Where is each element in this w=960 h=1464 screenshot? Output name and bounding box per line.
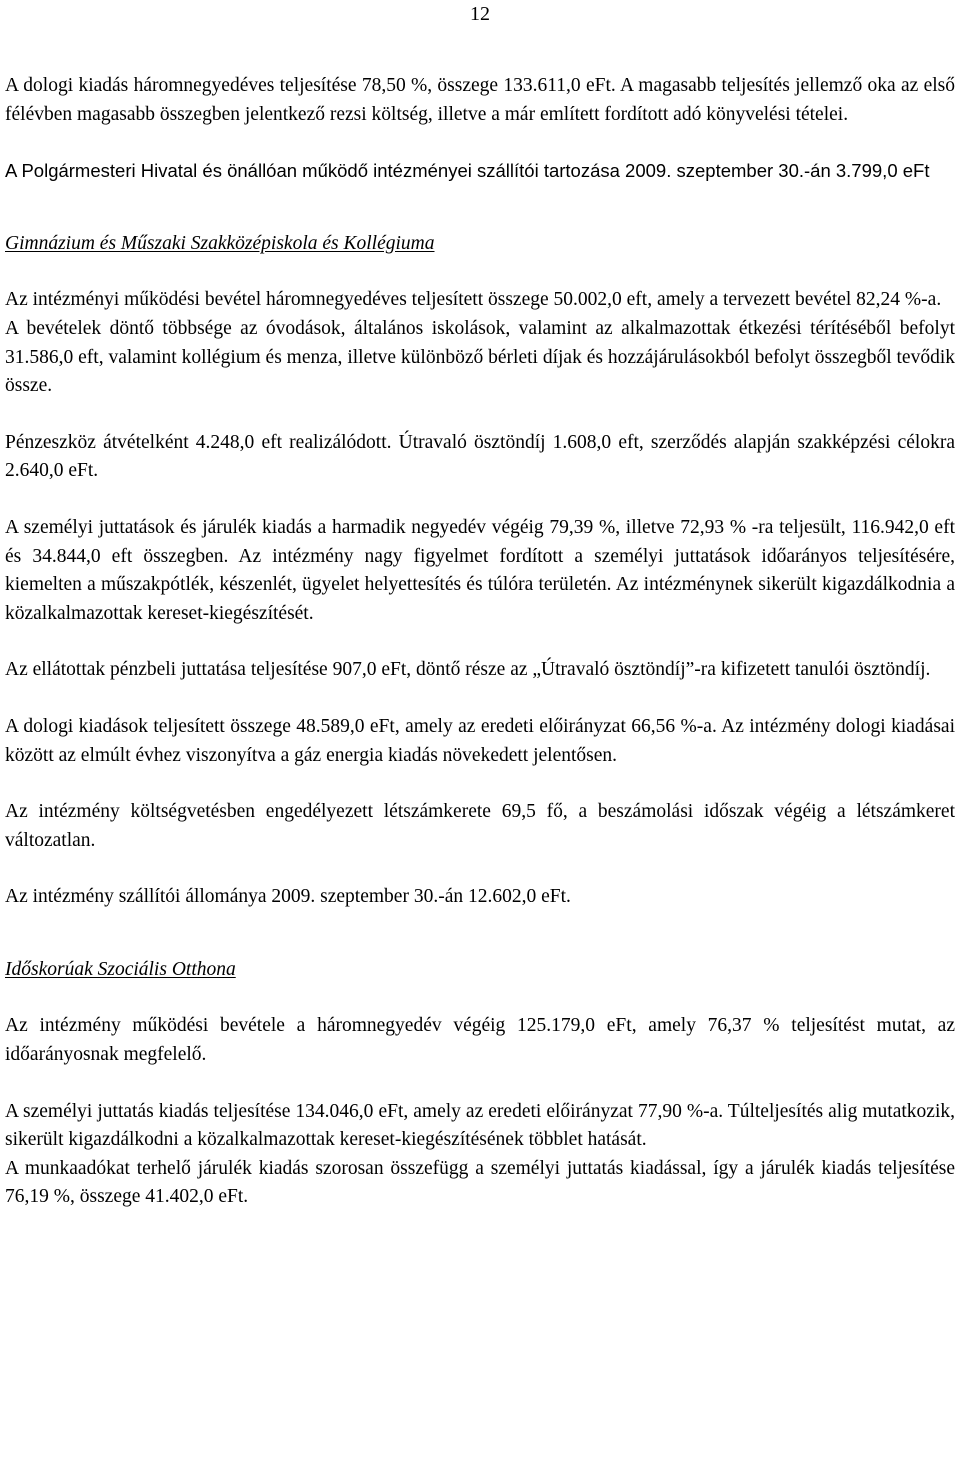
section-title-gimnazium: Gimnázium és Műszaki Szakközépiskola és Kollégiuma [5,232,435,254]
gimnazium-paragraph: A bevételek döntő többsége az óvodások, általános iskolások, valamint az alkalmazottak étkezési térítéséből befolyt 31.586,0 eft, valamint kollégium és menza, illetve különböző bérleti díjak és hozzájárulásokból befolyt összegből tevődik össze. [5,317,955,397]
paragraph-szallitoi-tartozas: A Polgármesteri Hivatal és önállóan működő intézményei szállítói tartozása 2009. szeptember 30.-án 3.799,0 eFt [5,160,930,182]
idoskoruak-paragraph: A munkaadókat terhelő járulék kiadás szorosan összefügg a személyi juttatás kiadással, így a járulék kiadás teljesítése 76,19 %, összege 41.402,0 eFt. [5,1157,955,1208]
paragraph-dologi-kiadas: A dologi kiadás háromnegyedéves teljesítése 78,50 %, összege 133.611,0 eFt. A magasabb teljesítés jellemző oka az első félévben magasabb összegben jelentkező rezsi költség, illetve a már említett fordított adó könyvelési tételei. [5,75,955,125]
gimnazium-paragraph: Az ellátottak pénzbeli juttatása teljesítése 907,0 eFt, döntő része az „Útravaló ösztöndíj”-ra kifizetett tanulói ösztöndíj. [5,659,931,681]
document-body [5,72,955,1212]
section-title-idoskoruak: Időskorúak Szociális Otthona [5,958,236,980]
gimnazium-paragraph: A dologi kiadások teljesített összege 48.589,0 eFt, amely az eredeti előirányzat 66,56 %-a. Az intézmény dologi kiadásai között az elmúlt évhez viszonyítva a gáz energia kiadás növekedett jelentősen. [5,715,955,766]
page-number: 12 [470,3,490,25]
idoskoruak-paragraph: Az intézmény működési bevétele a háromnegyedév végéig 125.179,0 eFt, amely 76,37 % teljesítést mutat, az időarányosnak megfelelő. [5,1015,955,1066]
idoskoruak-paragraph: A személyi juttatás kiadás teljesítése 134.046,0 eFt, amely az eredeti előirányzat 77,90 %-a. Túlteljesítés alig mutatkozik, sikerült kigazdálkodni a közalkalmazottak kereset-kiegészítésének többlet hatását. [5,1100,955,1151]
gimnazium-paragraph: Pénzeszköz átvételként 4.248,0 eft realizálódott. Útravaló ösztöndíj 1.608,0 eft, szerződés alapján szakképzési célokra 2.640,0 eFt. [5,431,955,482]
gimnazium-paragraph: Az intézmény költségvetésben engedélyezett létszámkerete 69,5 fő, a beszámolási időszak végéig a létszámkeret változatlan. [5,801,955,851]
gimnazium-paragraph: Az intézmény szállítói állománya 2009. szeptember 30.-án 12.602,0 eFt. [5,886,571,908]
gimnazium-paragraph: A személyi juttatások és járulék kiadás a harmadik negyedév végéig 79,39 %, illetve 72,93 % -ra teljesült, 116.942,0 eft és 34.844,0 eft összegben. Az intézmény nagy figyelmet fordított a személyi juttatások időarányos teljesítésére, kiemelten a műszakpótlék, készenlét, ügyelet helyettesítés és túlóra területén. Az intézménynek sikerült kigazdálkodnia a közalkalmazottak kereset-kiegészítését. [5,516,955,624]
gimnazium-paragraph: Az intézményi működési bevétel háromnegyedéves teljesített összege 50.002,0 eft, amely a tervezett bevétel 82,24 %-a. [5,289,942,311]
